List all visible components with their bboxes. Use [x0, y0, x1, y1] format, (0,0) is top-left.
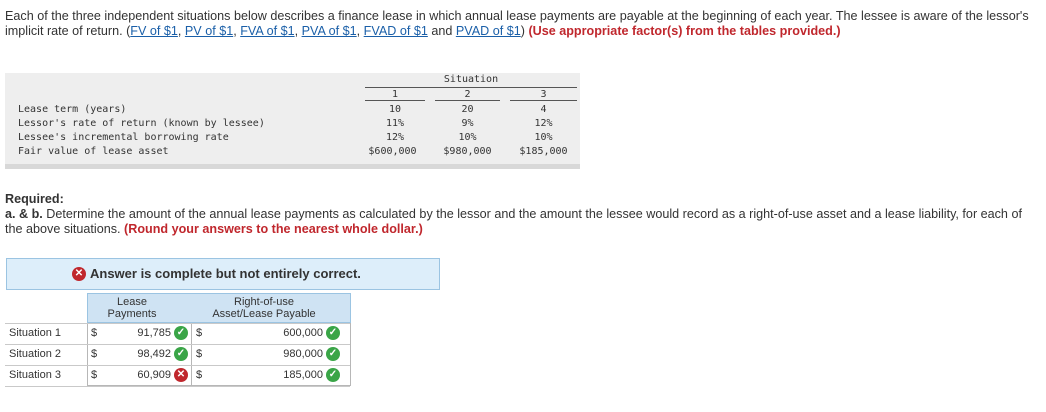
- column-header-3: 3: [540, 89, 547, 100]
- currency-symbol: $: [196, 369, 203, 381]
- asset-liability-input[interactable]: 185,000: [283, 369, 323, 381]
- table-cell: 10%: [534, 132, 553, 143]
- required-instruction: (Round your answers to the nearest whole dollar.): [124, 222, 423, 236]
- answers-table-header: [87, 293, 351, 323]
- currency-symbol: $: [91, 327, 98, 339]
- intro-instruction: (Use appropriate factor(s) from the tables provided.): [528, 24, 841, 38]
- lease-payment-input[interactable]: 98,492: [137, 348, 171, 360]
- currency-symbol: $: [196, 348, 203, 360]
- divider: [5, 386, 350, 387]
- check-icon: ✓: [326, 326, 340, 340]
- required-section: [5, 192, 1035, 237]
- situations-table: [5, 73, 580, 169]
- link-fv[interactable]: FV of $1: [130, 24, 178, 38]
- divider: [191, 323, 192, 386]
- check-icon: ✓: [326, 368, 340, 382]
- table-cell: $980,000: [443, 146, 492, 157]
- lease-payment-input[interactable]: 91,785: [137, 327, 171, 339]
- column-header-2: 2: [464, 89, 471, 100]
- currency-symbol: $: [91, 369, 98, 381]
- intro-text: Each of the three independent situations below describes a finance lease in which annual lease payments are payable at the beginning of each year. The lessee is aware of the lessor's implicit rate of return. (: [5, 9, 1029, 38]
- divider: [510, 100, 577, 101]
- check-icon: ✓: [174, 347, 188, 361]
- table-cell: 10: [388, 104, 402, 115]
- link-fva[interactable]: FVA of $1: [240, 24, 295, 38]
- link-fvad[interactable]: FVAD of $1: [363, 24, 428, 38]
- divider: [5, 365, 350, 366]
- required-text: Determine the amount of the annual lease payments as calculated by the lessor and the amount the lessee would record as a right-of-use asset and a lease liability, for each of the above situations.: [5, 207, 1022, 236]
- currency-symbol: $: [196, 327, 203, 339]
- row-label-situation-3: Situation 3: [9, 369, 61, 381]
- check-icon: ✓: [174, 326, 188, 340]
- currency-symbol: $: [91, 348, 98, 360]
- check-icon: ✓: [326, 347, 340, 361]
- divider: [365, 87, 577, 88]
- required-prefix: a. & b.: [5, 207, 43, 221]
- x-circle-icon: ✕: [72, 267, 86, 281]
- row-label: Lessee's incremental borrowing rate: [18, 132, 229, 143]
- x-circle-icon: ✕: [174, 368, 188, 382]
- table-cell: 9%: [461, 118, 474, 129]
- link-pva[interactable]: PVA of $1: [301, 24, 357, 38]
- problem-intro: Each of the three independent situations below describes a finance lease in which annual lease payments are payable at the beginning of each year. The lessee is aware of the lessor's implicit rate of return. (FV of $1, PV of $1, FVA of $1, PVA of $1, FVAD of $1 and PVAD of $1) (Use appropriate factor(s) from the tables provided.): [5, 9, 1029, 38]
- situation-header: Situation: [443, 74, 499, 85]
- divider: [435, 100, 500, 101]
- row-label-situation-2: Situation 2: [9, 348, 61, 360]
- table-cell: 20: [461, 104, 474, 115]
- table-cell: $600,000: [368, 146, 417, 157]
- column-header-1: 1: [391, 89, 399, 100]
- answer-status-message: Answer is complete but not entirely correct.: [90, 266, 361, 281]
- row-label: Fair value of lease asset: [18, 146, 169, 157]
- row-label: Lessor's rate of return (known by lessee): [18, 118, 265, 129]
- table-cell: 11%: [385, 118, 405, 129]
- row-label-situation-1: Situation 1: [9, 327, 61, 339]
- divider: [365, 100, 425, 101]
- table-cell: 4: [540, 104, 547, 115]
- row-label: Lease term (years): [18, 104, 127, 115]
- asset-liability-input[interactable]: 980,000: [283, 348, 323, 360]
- answer-status-banner: [6, 258, 440, 290]
- divider: [5, 323, 350, 324]
- answers-table: [5, 292, 350, 388]
- divider: [5, 344, 350, 345]
- asset-liability-input[interactable]: 600,000: [283, 327, 323, 339]
- required-title: Required:: [5, 192, 64, 206]
- column-header-right-of-use: Right-of-use Asset/Lease Payable: [212, 296, 316, 320]
- table-cell: $185,000: [519, 146, 568, 157]
- column-header-lease-payments: Lease Payments: [107, 296, 157, 320]
- table-cell: 12%: [534, 118, 553, 129]
- link-pvad[interactable]: PVAD of $1: [455, 24, 521, 38]
- link-pv[interactable]: PV of $1: [184, 24, 234, 38]
- lease-payment-input[interactable]: 60,909: [137, 369, 171, 381]
- table-cell: 12%: [385, 132, 405, 143]
- table-cell: 10%: [458, 132, 477, 143]
